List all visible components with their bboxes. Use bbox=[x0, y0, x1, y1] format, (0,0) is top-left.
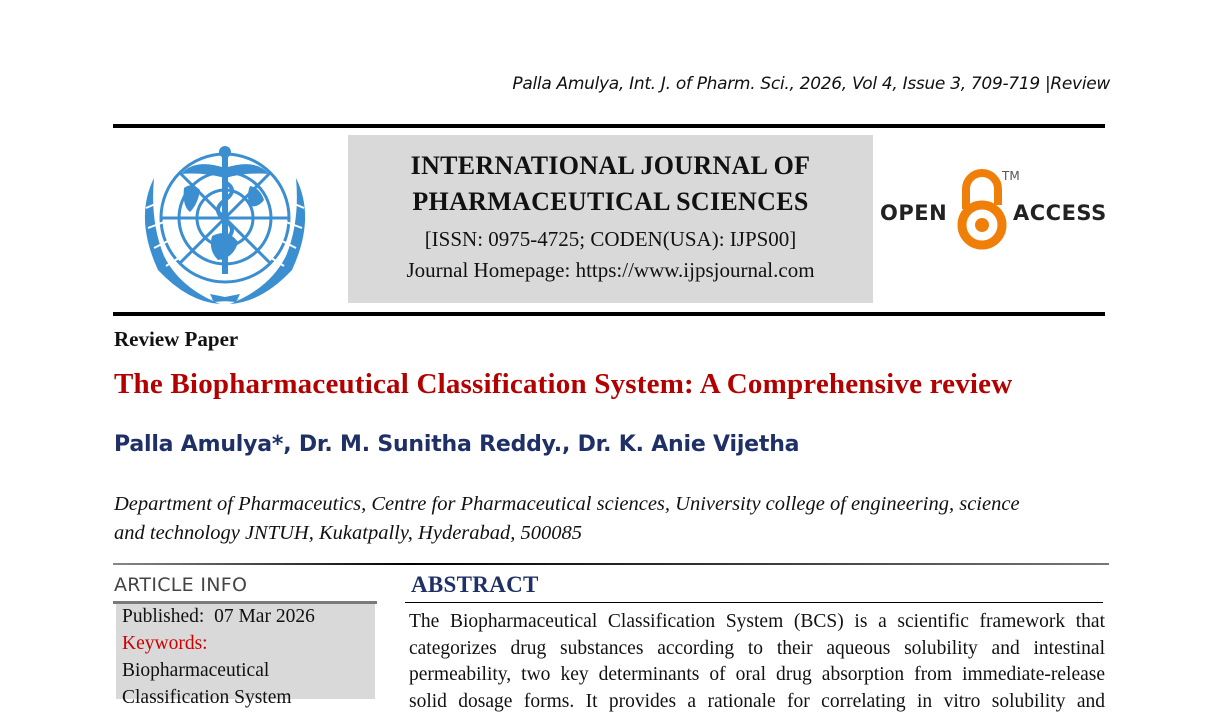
running-header: Palla Amulya, Int. J. of Pharm. Sci., 2026, Vol 4, Issue 3, 709-719 |Review bbox=[440, 74, 1110, 94]
open-access-left-text: OPEN bbox=[880, 201, 947, 225]
article-type: Review Paper bbox=[114, 327, 238, 352]
header-rule-top bbox=[113, 124, 1105, 128]
journal-issn: [ISSN: 0975-4725; CODEN(USA): IJPS00] bbox=[348, 227, 873, 252]
section-divider bbox=[113, 563, 1109, 565]
journal-masthead bbox=[348, 135, 873, 303]
journal-homepage: Journal Homepage: https://www.ijpsjournal.com bbox=[348, 258, 873, 283]
un-caduceus-emblem-icon bbox=[126, 138, 324, 306]
abstract-line: permeability, two key determinants of oral drug absorption from immediate-release bbox=[409, 662, 1105, 689]
open-access-right-text: ACCESS bbox=[1013, 201, 1107, 225]
article-authors: Palla Amulya*, Dr. M. Sunitha Reddy., Dr. K. Anie Vijetha bbox=[114, 432, 799, 457]
abstract-line: categorizes drug substances according to their aqueous solubility and intestinal bbox=[409, 636, 1105, 663]
abstract-line: solid dosage forms. It provides a rationale for correlating in vitro solubility and bbox=[409, 689, 1105, 715]
abstract-line: The Biopharmaceutical Classification System (BCS) is a scientific framework that bbox=[409, 609, 1105, 636]
abstract-heading: ABSTRACT bbox=[411, 572, 539, 598]
article-info-panel bbox=[116, 604, 375, 699]
journal-name-line2: PHARMACEUTICAL SCIENCES bbox=[348, 187, 873, 217]
keyword-item: Biopharmaceutical bbox=[122, 660, 269, 682]
header-rule-bottom bbox=[113, 312, 1105, 316]
journal-logo bbox=[126, 138, 324, 306]
keywords-label: Keywords: bbox=[122, 633, 208, 655]
article-title: The Biopharmaceutical Classification System: A Comprehensive review bbox=[114, 368, 1012, 401]
open-access-logo bbox=[880, 165, 1110, 255]
affiliation-line-2: and technology JNTUH, Kukatpally, Hyderabad, 500085 bbox=[114, 519, 1114, 548]
affiliation-line-1: Department of Pharmaceutics, Centre for Pharmaceutical sciences, University college of engineering, science bbox=[114, 490, 1114, 519]
journal-name-line1: INTERNATIONAL JOURNAL OF bbox=[348, 151, 873, 181]
abstract-rule bbox=[405, 602, 1103, 603]
published-date: Published: 07 Mar 2026 bbox=[122, 606, 315, 628]
keyword-item: Classification System bbox=[122, 687, 292, 709]
article-affiliation bbox=[114, 490, 1114, 548]
article-info-heading: ARTICLE INFO bbox=[114, 574, 247, 596]
trademark-mark: TM bbox=[1002, 169, 1020, 183]
abstract-body bbox=[409, 609, 1105, 715]
